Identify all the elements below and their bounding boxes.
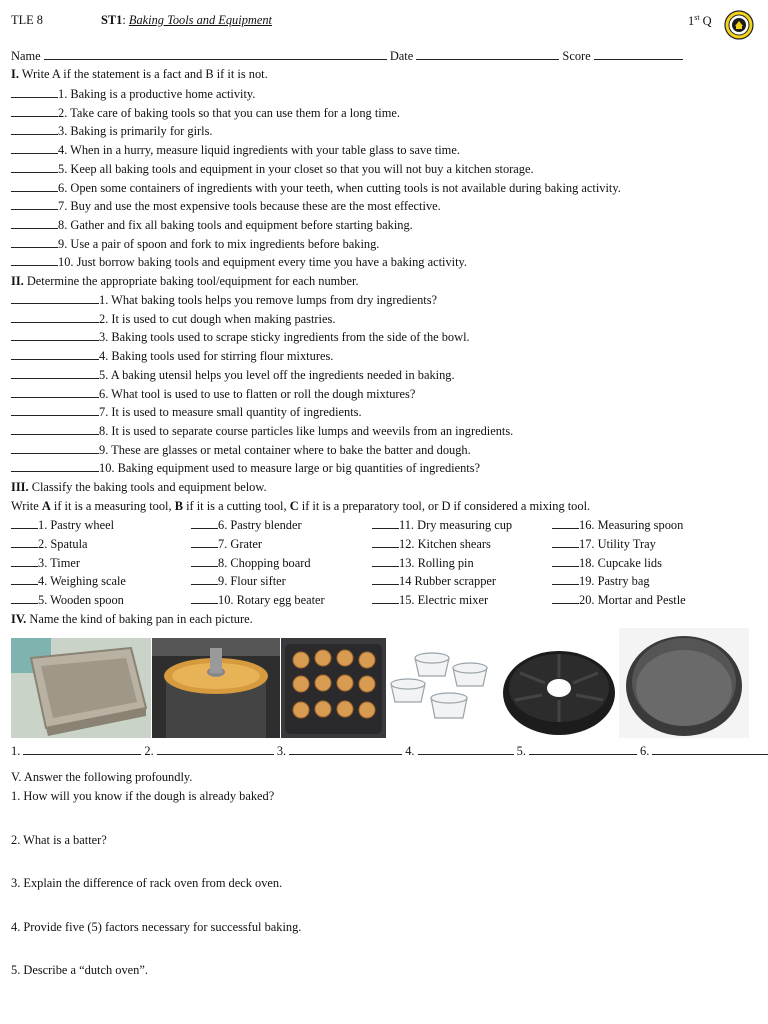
part1-item (11, 217, 413, 233)
answer-blank[interactable] (11, 236, 58, 248)
answer-blank[interactable] (11, 123, 58, 135)
part1-item (11, 142, 460, 158)
date-field[interactable] (416, 48, 559, 60)
item-text: 4. Baking tools used for stirring flour mixtures. (99, 349, 334, 364)
classification-item (11, 555, 80, 571)
item-text: 1. What baking tools helps you remove lumps from dry ingredients? (99, 293, 438, 307)
pan-answer-blank[interactable] (529, 743, 637, 755)
answer-blank[interactable] (552, 536, 579, 548)
bundt-pan-image (500, 638, 618, 738)
classification-item (552, 592, 686, 608)
classification-item (372, 573, 496, 589)
pan-answer-blank[interactable] (652, 743, 768, 755)
item-text: 4. Weighing scale (38, 574, 126, 589)
item-text: 8. It is used to separate course particles like lumps and weevils from an ingredients. (99, 423, 514, 438)
part1-item (11, 198, 441, 214)
answer-blank[interactable] (191, 555, 218, 567)
answer-blank[interactable] (11, 142, 58, 154)
pan-label: 2. (144, 744, 154, 758)
answer-blank[interactable] (11, 423, 99, 435)
part2-item (11, 367, 455, 383)
answer-blank[interactable] (11, 573, 38, 585)
item-text: 6. Open some containers of ingredients with your teeth, when cutting tools is not available during baking activity. (58, 180, 621, 195)
part2-item (11, 442, 471, 458)
part4-heading: IV. Name the kind of baking pan in each picture. (11, 612, 253, 626)
name-field[interactable] (44, 48, 387, 60)
essay-question: 4. Provide five (5) factors necessary for successful baking. (11, 919, 302, 934)
classification-item (11, 517, 114, 533)
item-text: 2. Spatula (38, 536, 88, 551)
item-text: 1. Baking is a productive home activity. (58, 87, 256, 101)
item-text: 6. Pastry blender (218, 518, 302, 532)
answer-blank[interactable] (11, 592, 38, 604)
pan-label: 3. (276, 744, 287, 758)
score-field[interactable] (594, 48, 683, 60)
classification-item (372, 555, 474, 571)
answer-blank[interactable] (11, 555, 38, 567)
item-text: 9. Flour sifter (218, 574, 286, 589)
item-text: 10. Just borrow baking tools and equipment every time you have a baking activity. (58, 255, 468, 270)
part2-item (11, 460, 480, 476)
answer-blank[interactable] (11, 329, 99, 341)
answer-blank[interactable] (11, 442, 99, 454)
answer-blank[interactable] (372, 573, 399, 585)
answer-blank[interactable] (11, 517, 38, 529)
classification-item (552, 555, 662, 571)
answer-blank[interactable] (372, 555, 399, 567)
item-text: 8. Chopping board (218, 555, 311, 570)
part1-heading: I. Write A if the statement is a fact and B if it is not. (11, 67, 268, 81)
answer-blank[interactable] (11, 86, 58, 98)
date-label: Date (389, 49, 414, 63)
answer-blank[interactable] (552, 555, 579, 567)
classification-item (552, 573, 650, 589)
part1-item (11, 180, 621, 196)
name-label: Name (11, 49, 41, 63)
classification-item (372, 536, 491, 552)
part1-item (11, 86, 255, 102)
custard-cups-image (387, 638, 499, 738)
answer-blank[interactable] (11, 367, 99, 379)
answer-blank[interactable] (191, 517, 218, 529)
answer-blank[interactable] (11, 105, 58, 117)
answer-blank[interactable] (11, 460, 99, 472)
answer-blank[interactable] (11, 386, 99, 398)
item-text: 16. Measuring spoon (579, 518, 684, 532)
item-text: 1. Pastry wheel (38, 518, 115, 532)
answer-blank[interactable] (11, 536, 38, 548)
classification-item (11, 573, 126, 589)
subject-label: TLE 8 (11, 13, 43, 27)
classification-item (372, 592, 488, 608)
item-text: 14 Rubber scrapper (399, 574, 497, 589)
item-text: 10. Rotary egg beater (218, 593, 325, 608)
part2-item (11, 329, 470, 345)
item-text: 20. Mortar and Pestle (579, 593, 686, 608)
round-cake-pan-image (619, 628, 749, 738)
answer-blank[interactable] (11, 254, 58, 266)
part2-item (11, 386, 415, 402)
pan-answer-blank[interactable] (23, 743, 141, 755)
part1-item (11, 254, 467, 270)
pan-label: 1. (11, 744, 21, 758)
item-text: 11. Dry measuring cup (399, 518, 513, 532)
classification-item (191, 536, 262, 552)
pan-label: 4. (405, 744, 415, 758)
baking-pan-pictures (11, 628, 756, 740)
muffin-pan-image (281, 638, 386, 738)
answer-blank[interactable] (372, 592, 399, 604)
answer-blank[interactable] (11, 292, 99, 304)
item-text: 2. It is used to cut dough when making pastries. (99, 311, 336, 326)
item-text: 9. These are glasses or metal container where to bake the batter and dough. (99, 442, 471, 457)
answer-blank[interactable] (11, 198, 58, 210)
answer-blank[interactable] (191, 592, 218, 604)
part2-heading: II. Determine the appropriate baking tool/equipment for each number. (11, 274, 359, 288)
answer-blank[interactable] (552, 517, 579, 529)
test-code: ST1 (101, 13, 123, 27)
item-text: 3. Baking tools used to scrape sticky ingredients from the side of the bowl. (99, 330, 470, 345)
item-text: 5. Wooden spoon (38, 593, 124, 608)
classification-item (552, 536, 656, 552)
item-text: 6. What tool is used to use to flatten or roll the dough mixtures? (99, 386, 416, 401)
part2-item (11, 311, 335, 327)
item-text: 7. Grater (218, 536, 263, 551)
item-text: 2. Take care of baking tools so that you can use them for a long time. (58, 105, 400, 120)
part1-item (11, 105, 400, 121)
classification-item (372, 517, 512, 533)
answer-blank[interactable] (372, 536, 399, 548)
school-seal-icon (724, 10, 754, 40)
answer-blank[interactable] (552, 573, 579, 585)
answer-blank[interactable] (11, 161, 58, 173)
part2-item (11, 348, 333, 364)
student-info-row (11, 48, 683, 64)
pan-answer-row (11, 743, 768, 759)
part1-item (11, 123, 213, 139)
score-label: Score (562, 49, 591, 63)
classification-item (552, 517, 683, 533)
classification-item (191, 573, 286, 589)
answer-blank[interactable] (11, 217, 58, 229)
test-heading: ST1: Baking Tools and Equipment (101, 13, 272, 27)
item-text: 5. Keep all baking tools and equipment in your closet so that you will not buy a kitchen storage. (58, 161, 534, 176)
answer-blank[interactable] (11, 404, 99, 416)
item-text: 8. Gather and fix all baking tools and equipment before starting baking. (58, 217, 413, 232)
item-text: 15. Electric mixer (399, 593, 489, 608)
quarter-label: 1st Q (688, 13, 712, 29)
item-text: 3. Baking is primarily for girls. (58, 124, 213, 139)
item-text: 13. Rolling pin (399, 555, 474, 570)
part2-item (11, 292, 437, 308)
essay-question: 5. Describe a “dutch oven”. (11, 963, 148, 977)
tube-pan-image (152, 638, 280, 738)
answer-blank[interactable] (11, 180, 58, 192)
answer-blank[interactable] (11, 348, 99, 360)
test-title: Baking Tools and Equipment (128, 13, 272, 27)
item-text: 7. It is used to measure small quantity of ingredients. (99, 405, 362, 420)
item-text: 10. Baking equipment used to measure large or big quantities of ingredients? (99, 461, 481, 476)
loaf-pan-image (11, 638, 151, 738)
essay-question: 1. How will you know if the dough is already baked? (11, 789, 275, 803)
answer-blank[interactable] (191, 536, 218, 548)
item-text: 18. Cupcake lids (579, 555, 662, 570)
pan-answer-blank[interactable] (289, 743, 402, 755)
pan-answer-blank[interactable] (418, 743, 514, 755)
answer-blank[interactable] (372, 517, 399, 529)
classification-item (11, 592, 124, 608)
pan-answer-blank[interactable] (157, 743, 274, 755)
classification-item (11, 536, 88, 552)
part3-heading: III. Classify the baking tools and equipment below. (11, 480, 267, 494)
part2-item (11, 423, 513, 439)
item-text: 19. Pastry bag (579, 574, 650, 589)
answer-blank[interactable] (552, 592, 579, 604)
answer-blank[interactable] (191, 573, 218, 585)
part1-item (11, 161, 534, 177)
answer-blank[interactable] (11, 311, 99, 323)
item-text: 3. Timer (38, 555, 81, 570)
item-text: 5. A baking utensil helps you level off the ingredients needed in baking. (99, 367, 455, 382)
item-text: 17. Utility Tray (579, 536, 656, 551)
part5-heading: V. Answer the following profoundly. (11, 770, 193, 784)
classification-item (191, 517, 302, 533)
essay-question: 3. Explain the difference of rack oven from deck oven. (11, 876, 283, 890)
part3-instruction-line: Write A if it is a measuring tool, B if it is a cutting tool, C if it is a preparatory tool, or D if considered a mixing tool. (11, 499, 591, 513)
part2-item (11, 404, 362, 420)
pan-label: 5. (516, 744, 526, 758)
pan-label: 6. (640, 744, 650, 758)
item-text: 12. Kitchen shears (399, 536, 491, 551)
classification-item (191, 592, 325, 608)
classification-item (191, 555, 311, 571)
item-text: 7. Buy and use the most expensive tools because these are the most effective. (58, 199, 441, 214)
essay-question: 2. What is a batter? (11, 832, 107, 847)
item-text: 9. Use a pair of spoon and fork to mix ingredients before baking. (58, 236, 380, 251)
header (11, 10, 756, 40)
part1-item (11, 236, 379, 252)
item-text: 4. When in a hurry, measure liquid ingredients with your table glass to save time. (58, 143, 460, 158)
